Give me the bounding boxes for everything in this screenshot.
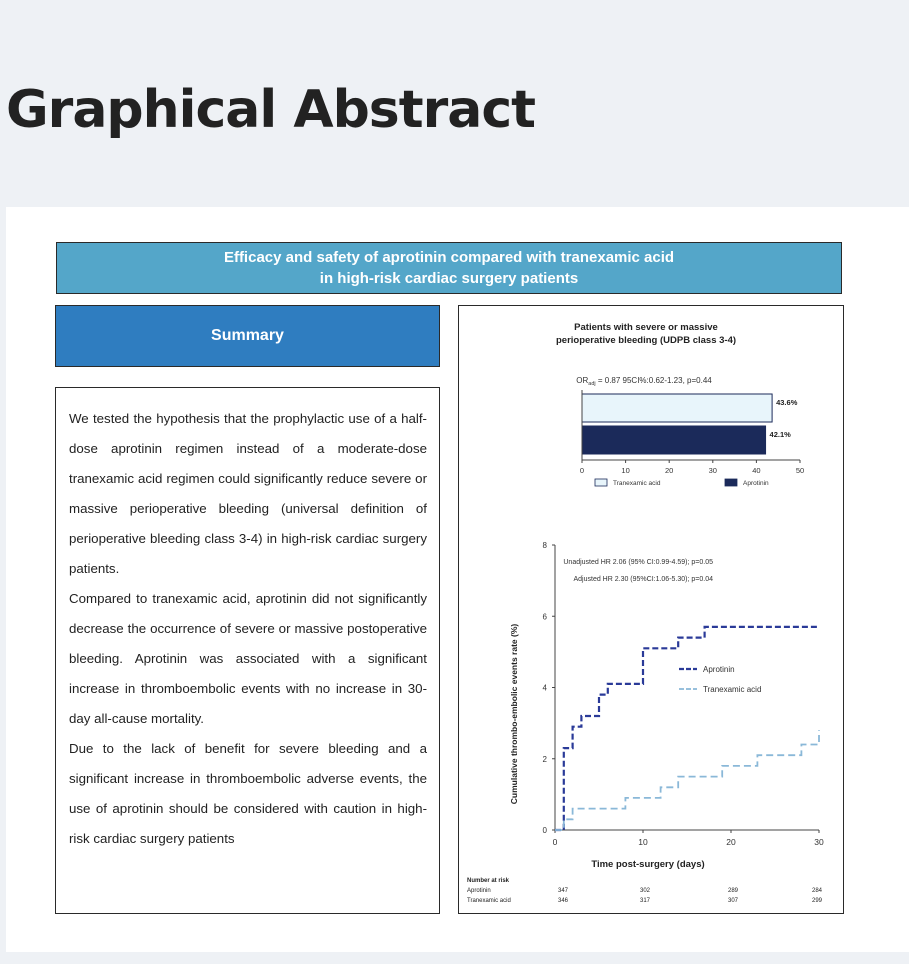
km-annotation-unadjusted: Unadjusted HR 2.06 (95% CI:0.99-4.59); p=0.05 <box>563 559 713 566</box>
summary-paragraph: Compared to tranexamic acid, aprotinin did not significantly decrease the occurrence of severe or massive postoperative bleeding. Aprotinin was associated with a significant increase in thromboembolic events with no increase in 30-day all-cause mortality. <box>69 591 427 726</box>
title-banner <box>56 242 842 294</box>
title-line-1: Efficacy and safety of aprotinin compared with tranexamic acid <box>223 249 675 266</box>
risk-table-row-label: Aprotinin <box>467 888 491 894</box>
title-line-2: in high-risk cardiac surgery patients <box>319 270 579 287</box>
summary-header <box>55 305 440 367</box>
risk-table-header: Number at risk <box>467 878 510 884</box>
km-y-tick-label: 6 <box>542 612 547 622</box>
km-y-tick-label: 0 <box>542 826 547 835</box>
risk-table-value: 317 <box>639 898 651 904</box>
legend-swatch-aprotinin <box>725 479 737 486</box>
km-y-tick-label: 4 <box>542 683 547 693</box>
km-x-tick-label: 0 <box>552 837 558 847</box>
risk-table-values <box>558 888 823 904</box>
risk-table-value: 347 <box>557 888 569 894</box>
km-x-tick-label: 10 <box>638 837 648 847</box>
km-x-tick-label: 20 <box>726 837 736 847</box>
bar-chart-title-line-1: Patients with severe or massive <box>574 322 718 333</box>
km-line-tranexamic-acid <box>555 730 819 830</box>
page-heading: Graphical Abstract <box>6 80 536 140</box>
bar-x-tick-label: 20 <box>665 466 674 475</box>
summary-paragraph: We tested the hypothesis that the prophylactic use of a half-dose aprotinin regimen instead of a moderate-dose tranexamic acid regimen could significantly reduce severe or massive perioperative bleeding (universal definition of perioperative bleeding class 3-4) in high-risk cardiac surgery patients. <box>69 411 427 576</box>
legend-label: Aprotinin <box>743 480 769 487</box>
km-legend-label: Aprotinin <box>703 665 735 674</box>
bar-x-tick-label: 50 <box>795 466 805 475</box>
summary-text-box <box>55 387 440 914</box>
figure-svg <box>459 306 845 915</box>
km-x-tick-label: 30 <box>814 837 824 847</box>
bar-x-tick-label: 10 <box>621 466 630 475</box>
km-x-axis-label: Time post-surgery (days) <box>591 859 705 870</box>
risk-table-value: 346 <box>557 898 569 904</box>
bar-chart <box>580 390 804 487</box>
bar-value-label: 42.1% <box>769 430 791 439</box>
km-y-tick-label: 2 <box>542 754 547 764</box>
bar-x-tick-label: 30 <box>708 466 717 475</box>
summary-paragraph: Due to the lack of benefit for severe bleeding and a significant increase in thromboembolic adverse events, the use of aprotinin should be considered with caution in high-risk cardiac surgery patients <box>69 741 427 846</box>
risk-table-value: 299 <box>811 898 823 904</box>
bar-chart-stat: $OR_{adj} = 0.87$ 95CI%:0.62-1.23, p=0.44 <box>576 376 712 387</box>
risk-table-value: 289 <box>727 888 739 894</box>
bar-aprotinin <box>582 426 766 454</box>
km-line-aprotinin <box>555 627 819 830</box>
figure-panel <box>458 305 844 914</box>
bar-value-label: 43.6% <box>776 398 798 407</box>
bar-x-tick-label: 0 <box>579 466 585 475</box>
bar-tranexamic-acid <box>582 394 772 422</box>
risk-table-value: 284 <box>811 888 823 894</box>
legend-label: Tranexamic acid <box>613 480 661 487</box>
risk-table-row-label: Tranexamic acid <box>467 898 511 904</box>
km-y-axis-label: Cumulative thrombo-embolic events rate (%) <box>509 623 519 805</box>
bar-chart-title-line-2: perioperative bleeding (UDPB class 3-4) <box>555 335 737 346</box>
legend-swatch-tranexamic <box>595 479 607 486</box>
km-annotation-adjusted: Adjusted HR 2.30 (95%CI:1.06-5.30); p=0.04 <box>573 576 713 583</box>
km-legend-label: Tranexamic acid <box>703 685 762 694</box>
summary-header-label: Summary <box>211 327 284 344</box>
risk-table-value: 307 <box>727 898 739 904</box>
km-y-tick-label: 8 <box>542 541 547 550</box>
bar-x-tick-label: 40 <box>752 466 761 475</box>
risk-table-value: 302 <box>639 888 651 894</box>
km-chart <box>543 541 824 847</box>
graphical-abstract-image <box>6 207 909 952</box>
